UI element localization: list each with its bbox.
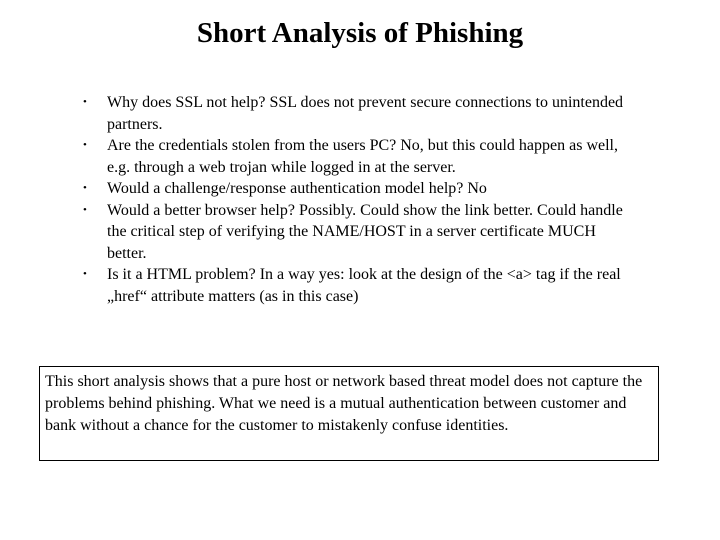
bullet-text: Is it a HTML problem? In a way yes: look at the design of the <a> tag if the real „href“ attribute matters (as in this case) <box>107 266 621 305</box>
bullet-icon: • <box>83 203 87 216</box>
bullet-item-ssl <box>78 92 638 135</box>
slide-title: Short Analysis of Phishing <box>196 17 524 49</box>
bullet-text: Would a better browser help? Possibly. Could show the link better. Could handle the critical step of verifying the NAME/HOST in a server certificate MUCH better. <box>107 201 623 262</box>
bullet-list <box>78 92 638 307</box>
bullet-item-challenge-response <box>78 178 638 200</box>
bullet-icon: • <box>83 96 87 108</box>
bullet-item-credentials <box>78 135 638 178</box>
bullet-text: Would a challenge/response authentication model help? No <box>107 180 487 197</box>
bullet-icon: • <box>83 139 87 151</box>
bullet-text: Are the credentials stolen from the users PC? No, but this could happen as well, e.g. through a web trojan while logged in at the server. <box>107 137 618 176</box>
summary-box: This short analysis shows that a pure host or network based threat model does not capture the problems behind phishing. What we need is a mutual authentication between customer and bank without a chance for the customer to mistakenly confuse identities. <box>39 366 659 461</box>
bullet-text: Why does SSL not help? SSL does not prevent secure connections to unintended partners. <box>107 94 624 133</box>
bullet-item-browser <box>78 200 638 265</box>
bullet-item-html <box>78 264 638 307</box>
bullet-icon: • <box>83 182 87 194</box>
bullet-icon: • <box>83 268 87 280</box>
